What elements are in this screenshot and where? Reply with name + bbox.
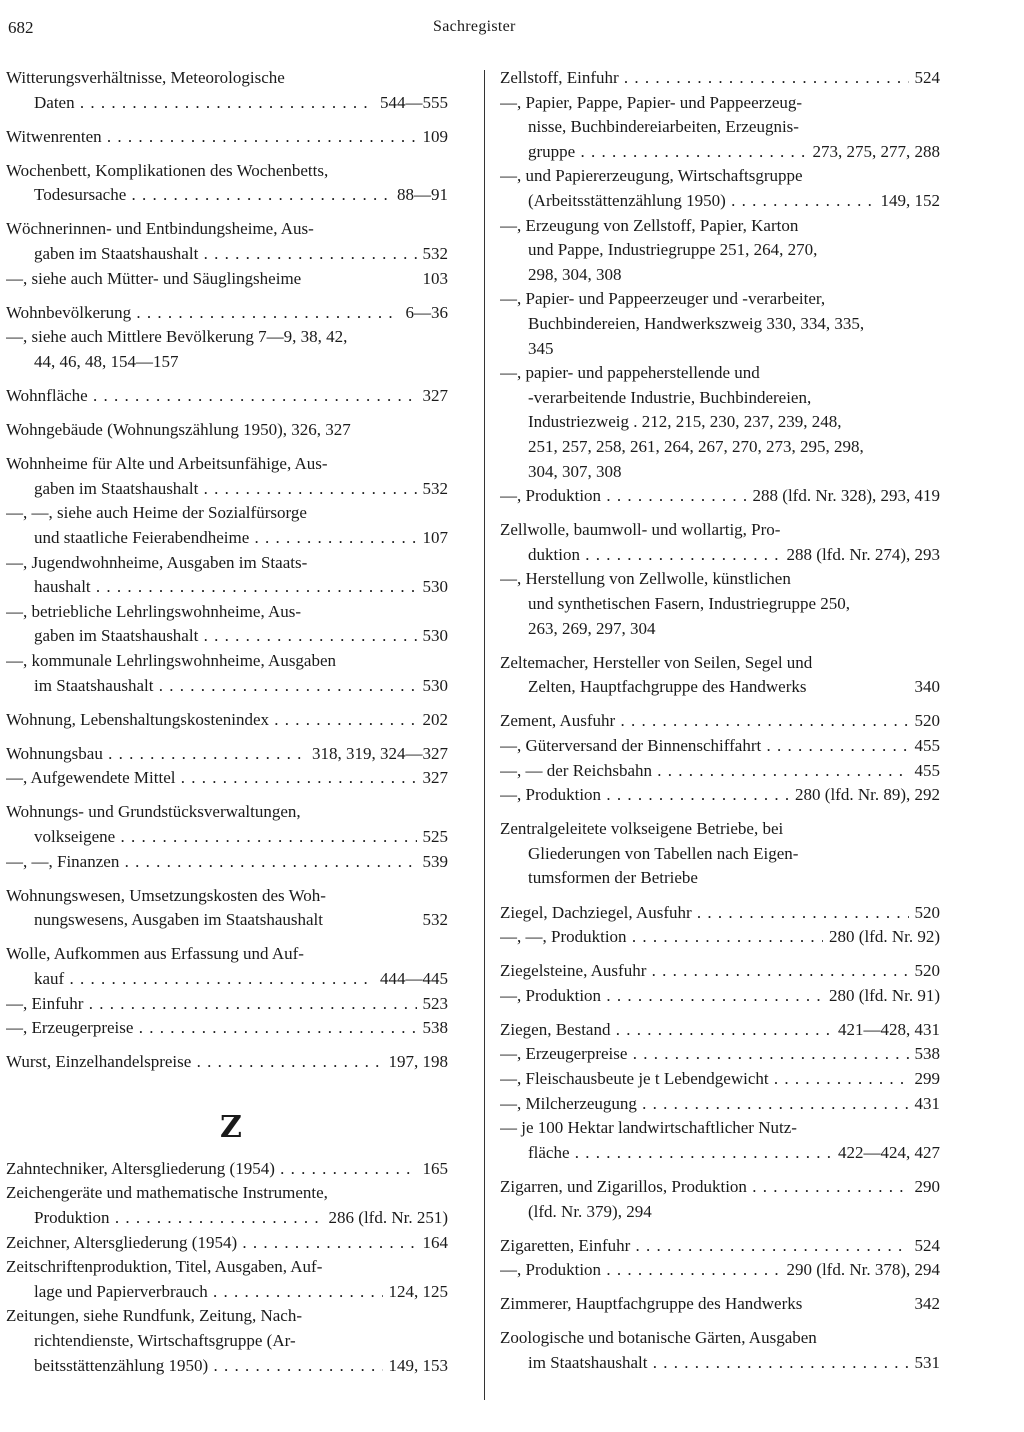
- index-entry: [6, 418, 448, 443]
- page-reference: 520: [914, 961, 940, 981]
- page-reference: 6—36: [405, 302, 448, 322]
- index-line: [500, 518, 940, 543]
- index-line: [6, 1206, 448, 1231]
- index-term: —, siehe auch Mittlere Bevölkerung 7—9, 38, 42,: [6, 327, 348, 347]
- index-entry: [500, 66, 940, 509]
- index-term: nisse, Buchbindereiarbeiten, Erzeugnis-: [528, 117, 799, 137]
- index-line: [500, 164, 940, 189]
- index-line: [6, 708, 448, 733]
- page-reference: 455: [914, 735, 940, 755]
- index-term: —, Produktion . . .: [500, 484, 747, 509]
- index-entry: [500, 901, 940, 950]
- index-line: [500, 410, 940, 435]
- index-term: —, Erzeugung von Zellstoff, Papier, Karton: [500, 215, 799, 235]
- index-line: [500, 140, 940, 165]
- page-reference: 532: [422, 478, 448, 498]
- index-term: lage und Papierverbrauch . . .: [34, 1280, 383, 1305]
- index-term: 251, 257, 258, 261, 264, 267, 270, 273, 295, 298,: [528, 436, 864, 456]
- index-term: —, —, siehe auch Heime der Sozialfürsorge: [6, 503, 307, 523]
- index-line: [500, 709, 940, 734]
- index-line: [6, 850, 448, 875]
- index-term: —, —, Finanzen . . .: [6, 850, 417, 875]
- index-term: Zigaretten, Einfuhr . . .: [500, 1234, 909, 1259]
- index-line: [500, 312, 940, 337]
- page-reference: 280 (lfd. Nr. 91): [829, 985, 940, 1005]
- page-reference: 530: [422, 675, 448, 695]
- page-reference: 88—91: [397, 185, 448, 205]
- page-reference: 524: [914, 68, 940, 87]
- index-entries-z: [6, 1157, 448, 1378]
- index-term: 44, 46, 48, 154—157: [34, 351, 179, 371]
- index-line: [500, 361, 940, 386]
- index-line: [6, 600, 448, 625]
- index-line: [500, 1234, 940, 1259]
- index-line: [6, 350, 448, 375]
- page-reference: 202: [422, 709, 448, 729]
- index-term: Todesursache . . .: [34, 183, 391, 208]
- index-term: Zellwolle, baumwoll- und wollartig, Pro-: [500, 520, 781, 540]
- index-line: [6, 884, 448, 909]
- index-term: Ziegelsteine, Ausfuhr . . .: [500, 959, 909, 984]
- index-line: [500, 115, 940, 140]
- index-line: [500, 1042, 940, 1067]
- index-line: [500, 1116, 940, 1141]
- index-term: und staatliche Feierabendheime . . .: [34, 526, 417, 551]
- index-term: 304, 307, 308: [528, 461, 622, 481]
- index-term: Witterungsverhältnisse, Meteorologische: [6, 68, 285, 87]
- index-entry: [500, 651, 940, 700]
- index-line: [6, 674, 448, 699]
- index-term: Wochenbett, Komplikationen des Wochenbetts,: [6, 160, 329, 180]
- page-reference: 532: [422, 910, 448, 930]
- page-reference: 165: [422, 1158, 448, 1178]
- index-term: Zoologische und botanische Gärten, Ausgaben: [500, 1328, 817, 1348]
- page-reference: 531: [914, 1353, 940, 1372]
- index-term: —, Erzeugerpreise . . .: [6, 1016, 417, 1041]
- index-term: im Staatshaushalt . . .: [34, 674, 417, 699]
- index-line: [6, 91, 448, 116]
- index-line: [500, 238, 940, 263]
- index-entry: [6, 301, 448, 375]
- index-line: [500, 925, 940, 950]
- index-line: [500, 1351, 940, 1376]
- index-entry: [6, 708, 448, 733]
- index-line: [6, 575, 448, 600]
- index-term: fläche . . .: [528, 1141, 832, 1166]
- index-term: Zeichner, Altersgliederung (1954) . . .: [6, 1231, 417, 1256]
- index-line: [500, 817, 940, 842]
- index-line: [6, 1157, 448, 1182]
- index-term: —, Produktion . . .: [500, 783, 789, 808]
- index-term: Zeitschriftenproduktion, Titel, Ausgaben, Auf-: [6, 1257, 323, 1277]
- index-term: Wohnungsbau . . .: [6, 742, 306, 767]
- index-line: [6, 742, 448, 767]
- index-entry: [500, 817, 940, 891]
- index-line: [6, 418, 448, 443]
- index-line: [6, 766, 448, 791]
- index-term: —, Aufgewendete Mittel . . .: [6, 766, 417, 791]
- page-reference: 520: [914, 711, 940, 731]
- index-line: [6, 551, 448, 576]
- index-line: [500, 460, 940, 485]
- right-column: [500, 66, 940, 1385]
- index-term: im Staatshaushalt . . .: [528, 1351, 909, 1376]
- index-line: [500, 734, 940, 759]
- index-line: [500, 1200, 940, 1225]
- index-term: Wohnheime für Alte und Arbeitsunfähige, Aus-: [6, 454, 328, 474]
- index-line: [6, 1354, 448, 1379]
- index-term: Zentralgeleitete volkseigene Betriebe, bei: [500, 819, 784, 839]
- index-term: Ziegen, Bestand . . .: [500, 1018, 832, 1043]
- index-line: [500, 484, 940, 509]
- index-line: [500, 783, 940, 808]
- index-line: [500, 1141, 940, 1166]
- index-entry: [6, 159, 448, 208]
- index-term: —, —, Produktion . . .: [500, 925, 823, 950]
- index-entry: [6, 942, 448, 1040]
- index-term: —, kommunale Lehrlingswohnheime, Ausgaben: [6, 650, 337, 670]
- index-term: volkseigene . . .: [34, 825, 417, 850]
- index-line: [6, 325, 448, 350]
- index-term: Zement, Ausfuhr . . .: [500, 709, 909, 734]
- index-entry: [6, 66, 448, 115]
- index-term: —, — der Reichsbahn . . .: [500, 759, 909, 784]
- page-reference: 318, 319, 324—327: [312, 743, 448, 763]
- index-line: [6, 908, 448, 933]
- index-term: Zellstoff, Einfuhr . . .: [500, 66, 909, 91]
- index-line: [6, 66, 448, 91]
- index-term: —, siehe auch Mütter- und Säuglingsheime: [6, 268, 302, 288]
- running-head: Sachregister: [433, 18, 516, 35]
- index-term: gruppe . . .: [528, 140, 807, 165]
- index-entry: [6, 1157, 448, 1378]
- index-entry: [6, 217, 448, 291]
- index-line: [6, 649, 448, 674]
- page-reference: 290: [914, 1176, 940, 1196]
- index-line: [6, 452, 448, 477]
- index-term: Wohnung, Lebenshaltungskostenindex . . .: [6, 708, 417, 733]
- index-term: —, Milcherzeugung . . .: [500, 1092, 909, 1117]
- index-entries-w: [6, 66, 448, 1075]
- index-term: gaben im Staatshaushalt . . .: [34, 242, 417, 267]
- section-letter: Z: [220, 1109, 242, 1145]
- index-term: gaben im Staatshaushalt . . .: [34, 624, 417, 649]
- index-line: [6, 1255, 448, 1280]
- index-entry: [6, 1050, 448, 1075]
- index-line: [6, 526, 448, 551]
- index-line: [500, 1018, 940, 1043]
- index-line: [6, 942, 448, 967]
- index-term: —, Papier- und Pappeerzeuger und -verarbeiter,: [500, 289, 826, 309]
- index-line: [6, 1050, 448, 1075]
- index-term: haushalt . . .: [34, 575, 417, 600]
- page-reference: 280 (lfd. Nr. 89), 292: [795, 785, 940, 805]
- index-entry: [500, 518, 940, 641]
- page-reference: 539: [422, 851, 448, 871]
- index-entry: [6, 884, 448, 933]
- index-line: [6, 800, 448, 825]
- index-entry: [500, 1326, 940, 1375]
- index-line: [6, 992, 448, 1017]
- index-entry: [500, 1175, 940, 1224]
- index-line: [500, 386, 940, 411]
- page-reference: 107: [422, 528, 448, 547]
- page-reference: 455: [914, 760, 940, 780]
- index-term: Wolle, Aufkommen aus Erfassung und Auf-: [6, 944, 304, 964]
- index-term: Wohnungs- und Grundstücksverwaltungen,: [6, 802, 301, 822]
- index-line: [500, 287, 940, 312]
- index-entry: [6, 384, 448, 409]
- index-entry: [500, 1018, 940, 1166]
- column-divider: [484, 70, 485, 1400]
- index-line: [500, 567, 940, 592]
- index-line: [500, 66, 940, 91]
- index-line: [500, 651, 940, 676]
- index-line: [6, 267, 448, 292]
- index-line: [6, 1304, 448, 1329]
- index-term: —, Produktion . . .: [500, 984, 823, 1009]
- index-line: [500, 435, 940, 460]
- index-term: Buchbindereien, Handwerkszweig 330, 334, 335,: [528, 313, 865, 333]
- index-term: —, Jugendwohnheime, Ausgaben im Staats-: [6, 552, 308, 572]
- index-term: nungswesens, Ausgaben im Staatshaushalt: [34, 910, 323, 930]
- index-term: Gliederungen von Tabellen nach Eigen-: [528, 843, 799, 863]
- index-term: beitsstättenzählung 1950) . . .: [34, 1354, 383, 1379]
- index-line: [500, 214, 940, 239]
- index-line: [6, 624, 448, 649]
- page-reference: 103: [422, 268, 448, 288]
- index-line: [6, 967, 448, 992]
- page-reference: 538: [422, 1018, 448, 1038]
- index-line: [500, 1067, 940, 1092]
- index-line: [500, 617, 940, 642]
- index-line: [500, 263, 940, 288]
- index-entry: [500, 709, 940, 807]
- page-reference: 327: [422, 768, 448, 788]
- index-term: Zimmerer, Hauptfachgruppe des Handwerks: [500, 1294, 803, 1314]
- index-line: [6, 159, 448, 184]
- page-reference: 532: [422, 244, 448, 264]
- page-reference: 523: [422, 993, 448, 1013]
- page-reference: 530: [422, 577, 448, 597]
- page-reference: 286 (lfd. Nr. 251): [328, 1208, 448, 1228]
- index-term: gaben im Staatshaushalt . . .: [34, 477, 417, 502]
- index-term: Zeitungen, siehe Rundfunk, Zeitung, Nach-: [6, 1306, 303, 1326]
- index-term: Wohnbevölkerung . . .: [6, 301, 400, 326]
- index-entry: [6, 452, 448, 698]
- page-reference: 421—428, 431: [838, 1019, 940, 1039]
- page-reference: 431: [914, 1093, 940, 1113]
- index-line: [6, 183, 448, 208]
- index-line: [6, 217, 448, 242]
- index-line: [500, 1092, 940, 1117]
- index-line: [6, 301, 448, 326]
- page-reference: 340: [914, 677, 940, 697]
- index-line: [500, 675, 940, 700]
- index-term: —, Papier, Pappe, Papier- und Pappeerzeug-: [500, 92, 803, 112]
- index-line: [6, 125, 448, 150]
- page-reference: 327: [422, 386, 448, 406]
- index-term: Wohngebäude (Wohnungszählung 1950), 326, 327: [6, 420, 351, 440]
- index-term: 298, 304, 308: [528, 264, 622, 284]
- index-entry: [500, 1292, 940, 1317]
- index-term: -verarbeitende Industrie, Buchbindereien,: [528, 387, 812, 407]
- index-term: —, betriebliche Lehrlingswohnheime, Aus-: [6, 601, 302, 621]
- page-reference: 544—555: [380, 92, 448, 112]
- index-term: Daten . . .: [34, 91, 374, 116]
- index-entry: [6, 800, 448, 874]
- index-line: [6, 825, 448, 850]
- index-term: Wohnungswesen, Umsetzungskosten des Woh-: [6, 885, 326, 905]
- index-entry: [500, 959, 940, 1008]
- index-term: —, Produktion . . .: [500, 1258, 781, 1283]
- page-reference: 422—424, 427: [838, 1142, 940, 1162]
- page-reference: 290 (lfd. Nr. 378), 294: [786, 1260, 940, 1280]
- page-reference: 288 (lfd. Nr. 328), 293, 419: [752, 486, 940, 506]
- index-line: [6, 1231, 448, 1256]
- index-line: [500, 91, 940, 116]
- index-term: Produktion . . .: [34, 1206, 323, 1231]
- index-term: —, Güterversand der Binnenschiffahrt . . .: [500, 734, 909, 759]
- page-reference: 520: [914, 902, 940, 922]
- page-reference: 273, 275, 277, 288: [812, 141, 940, 161]
- index-term: —, Herstellung von Zellwolle, künstlichen: [500, 569, 791, 589]
- index-line: [6, 242, 448, 267]
- index-term: richtendienste, Wirtschaftsgruppe (Ar-: [34, 1331, 296, 1351]
- index-term: —, Einfuhr . . .: [6, 992, 417, 1017]
- index-line: [500, 189, 940, 214]
- index-term: Zigarren, und Zigarillos, Produktion . . .: [500, 1175, 909, 1200]
- index-line: [6, 1329, 448, 1354]
- index-line: [6, 1181, 448, 1206]
- index-entry: [6, 742, 448, 791]
- page-header: [0, 16, 1024, 46]
- index-term: Witwenrenten . . .: [6, 125, 417, 150]
- index-term: Wöchnerinnen- und Entbindungsheime, Aus-: [6, 219, 314, 239]
- page-reference: 164: [422, 1232, 448, 1252]
- page-reference: 280 (lfd. Nr. 92): [829, 927, 940, 947]
- page-reference: 342: [914, 1294, 940, 1314]
- index-term: und Pappe, Industriegruppe 251, 264, 270,: [528, 240, 818, 260]
- index-term: —, Fleischausbeute je t Lebendgewicht . . .: [500, 1067, 909, 1092]
- left-column: [6, 66, 448, 1388]
- index-term: Zelten, Hauptfachgruppe des Handwerks: [528, 677, 807, 697]
- index-line: [6, 501, 448, 526]
- index-line: [6, 384, 448, 409]
- page-reference: 538: [914, 1044, 940, 1064]
- page-reference: 524: [914, 1235, 940, 1255]
- index-line: [500, 901, 940, 926]
- index-term: und synthetischen Fasern, Industriegruppe 250,: [528, 593, 850, 613]
- index-entries-z-continued: [500, 66, 940, 1376]
- index-term: Ziegel, Dachziegel, Ausfuhr . . .: [500, 901, 909, 926]
- index-line: [500, 543, 940, 568]
- index-line: [6, 477, 448, 502]
- page-reference: 197, 198: [388, 1052, 448, 1072]
- index-line: [500, 1175, 940, 1200]
- index-term: (Arbeitsstättenzählung 1950) . . .: [528, 189, 875, 214]
- index-term: kauf . . .: [34, 967, 374, 992]
- index-term: Wohnfläche . . .: [6, 384, 417, 409]
- index-line: [500, 1326, 940, 1351]
- index-term: duktion . . .: [528, 543, 781, 568]
- index-line: [500, 337, 940, 362]
- index-line: [500, 592, 940, 617]
- index-line: [500, 984, 940, 1009]
- index-line: [500, 1292, 940, 1317]
- index-term: —, papier- und pappeherstellende und: [500, 363, 760, 383]
- page-reference: 149, 153: [388, 1355, 448, 1375]
- page-reference: 530: [422, 626, 448, 646]
- index-term: —, Erzeugerpreise . . .: [500, 1042, 909, 1067]
- index-term: —, und Papiererzeugung, Wirtschaftsgruppe: [500, 166, 803, 186]
- page-reference: 124, 125: [388, 1281, 448, 1301]
- index-line: [6, 1280, 448, 1305]
- index-line: [500, 866, 940, 891]
- index-term: Zahntechniker, Altersgliederung (1954) . . .: [6, 1157, 417, 1182]
- page-number: 682: [8, 18, 34, 37]
- page-reference: 299: [914, 1069, 940, 1089]
- index-term: (lfd. Nr. 379), 294: [528, 1201, 652, 1221]
- index-term: Zeltemacher, Hersteller von Seilen, Segel und: [500, 652, 813, 672]
- index-line: [500, 842, 940, 867]
- index-line: [6, 1016, 448, 1041]
- index-entry: [500, 1234, 940, 1283]
- index-line: [500, 759, 940, 784]
- index-term: Wurst, Einzelhandelspreise . . .: [6, 1050, 383, 1075]
- page-reference: 149, 152: [880, 190, 940, 210]
- page-reference: 525: [422, 827, 448, 847]
- index-term: 263, 269, 297, 304: [528, 618, 656, 638]
- page-reference: 288 (lfd. Nr. 274), 293: [786, 544, 940, 564]
- page-reference: 444—445: [380, 969, 448, 988]
- index-term: — je 100 Hektar landwirtschaftlicher Nutz-: [500, 1118, 797, 1138]
- index-term: Zeichengeräte und mathematische Instrumente,: [6, 1183, 328, 1203]
- index-line: [500, 959, 940, 984]
- index-term: Industriezweig . 212, 215, 230, 237, 239, 248,: [528, 412, 842, 432]
- page-reference: 109: [422, 126, 448, 146]
- index-entry: [6, 125, 448, 150]
- index-line: [500, 1258, 940, 1283]
- index-term: tumsformen der Betriebe: [528, 868, 698, 888]
- index-term: 345: [528, 338, 554, 358]
